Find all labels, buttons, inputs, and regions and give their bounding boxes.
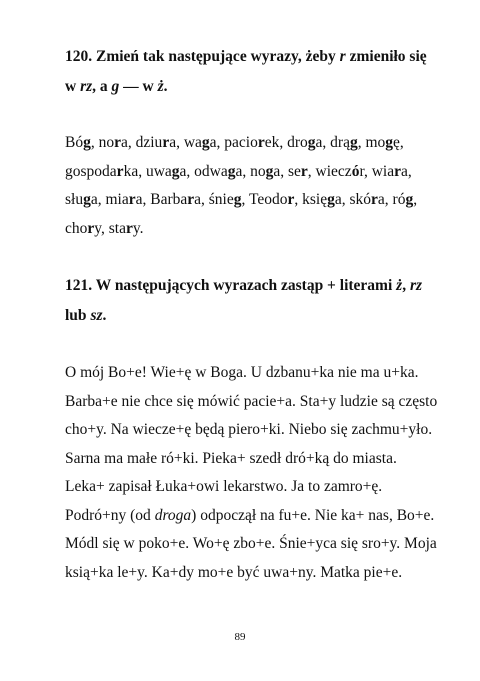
page-content	[65, 42, 440, 587]
word-fragment: r, wia	[359, 162, 395, 180]
exercise-120-word-list	[65, 129, 440, 243]
highlighted-letter: ó	[351, 162, 360, 180]
word-fragment: a, odwa	[179, 162, 228, 180]
highlighted-letter: g	[307, 134, 316, 151]
letter-zh: ż	[157, 78, 164, 95]
highlighted-letter: g	[201, 134, 210, 151]
highlighted-letter: g	[349, 134, 358, 151]
letter-zh: ż	[396, 277, 403, 294]
word-fragment: słu	[65, 191, 84, 208]
highlighted-letter: r	[126, 219, 133, 237]
highlighted-letter: r	[300, 162, 308, 180]
word-fragment: gospoda	[65, 162, 117, 180]
word-list-line	[65, 163, 412, 180]
word-fragment: ,	[413, 191, 418, 208]
word-fragment: a, ró	[377, 191, 406, 208]
word-fragment: y.	[132, 219, 144, 237]
highlighted-letter: g	[405, 191, 414, 208]
word-fragment: , Teodo	[241, 191, 288, 208]
exercise-120-heading-text-3: , a	[92, 78, 112, 95]
highlighted-letter: r	[394, 162, 401, 180]
letter-g: g	[111, 78, 120, 95]
exercise-120-heading-text-4: — w	[119, 78, 158, 95]
word-fragment: , mo	[357, 134, 386, 151]
exercise-120-heading	[65, 42, 440, 102]
word-fragment: a, no	[235, 162, 266, 180]
word-fragment: a,	[401, 162, 412, 180]
highlighted-letter: r	[187, 191, 195, 208]
exercise-121-heading-text-2: ,	[402, 277, 410, 294]
highlighted-letter: r	[116, 162, 124, 180]
highlighted-letter: g	[233, 191, 242, 208]
word-fragment: Bó	[65, 134, 84, 151]
highlighted-letter: g	[265, 162, 274, 180]
highlighted-letter: g	[227, 162, 236, 180]
letter-rz: rz	[80, 78, 93, 95]
exercise-121-heading-text-4: .	[102, 307, 107, 324]
word-fragment: cho	[65, 219, 88, 237]
exercise-121-heading	[65, 271, 440, 331]
word-fragment: a, Barba	[135, 191, 188, 208]
highlighted-letter: g	[385, 134, 394, 151]
exercise-121-heading-text-3: lub	[65, 307, 91, 324]
highlighted-letter: r	[128, 191, 136, 208]
letter-sz: sz	[90, 307, 103, 324]
word-fragment: y, sta	[94, 219, 126, 237]
exercise-121-text	[65, 359, 440, 587]
word-fragment: a, mia	[90, 191, 129, 208]
word-list-line	[65, 191, 417, 208]
exercise-120-heading-text-5: .	[163, 78, 168, 95]
word-list-line	[65, 220, 144, 237]
word-fragment: ek, dro	[264, 134, 308, 151]
highlighted-letter: r	[114, 134, 121, 151]
letter-r: r	[339, 48, 346, 65]
word-fragment: ka, uwa	[123, 162, 172, 180]
word-fragment: a, skó	[334, 191, 372, 208]
exercise-121-heading-text-1: 121. W następujących wyrazach zastąp + literami	[65, 277, 397, 294]
word-fragment: a, dziu	[120, 134, 163, 151]
letter-rz: rz	[409, 277, 423, 294]
highlighted-letter: g	[83, 134, 91, 151]
highlighted-letter: r	[162, 134, 170, 151]
highlighted-letter: r	[371, 191, 378, 208]
page-number: 89	[234, 631, 246, 643]
exercise-121-text-part-1: O mój Bo+e! Wie+ę w Boga. U dzbanu+ka nie ma u+ka. Barba+e nie chce się mówić pacie+a. Sta+y ludzie są często cho+y. Na wiecze+ę będą piero+ki. Niebo się zachmu+yło. Sarna ma małe ró+ki. Pieka+ szedł dró+ką do miasta. Leka+ zapisał Łuka+owi lekarstwo. Ja to zamro+ę. Podró+ny (od	[65, 364, 438, 524]
word-fragment: , księ	[294, 191, 328, 208]
highlighted-letter: r	[257, 134, 265, 151]
word-fragment: , wiecz	[307, 162, 352, 180]
highlighted-letter: g	[83, 191, 91, 208]
word-fragment: ę,	[393, 134, 404, 151]
exercise-121-text-part-2: ) odpoczął na fu+e. Nie ka+ nas, Bo+e. Módl się w poko+e. Wo+ę zbo+e. Śnie+yca się sro+y. Moja ksią+ka le+y. Ka+dy mo+e być uwa+ny. Matka pie+e.	[65, 506, 437, 581]
exercise-120-heading-text-1: 120. Zmień tak następujące wyrazy, żeby	[65, 48, 340, 65]
exercise-120-heading-text-2: zmieniło się w	[65, 48, 427, 95]
highlighted-letter: g	[327, 191, 335, 208]
highlighted-letter: g	[171, 162, 180, 180]
word-fragment: a, śnie	[194, 191, 234, 208]
word-fragment: a, wa	[169, 134, 202, 151]
highlighted-letter: r	[87, 219, 95, 237]
word-fragment: a, se	[273, 162, 301, 180]
italic-word-droga: droga	[154, 506, 192, 524]
word-list-line	[65, 134, 404, 151]
word-fragment: a, pacio	[209, 134, 258, 151]
word-fragment: , no	[90, 134, 115, 151]
highlighted-letter: r	[287, 191, 295, 208]
word-fragment: a, drą	[315, 134, 350, 151]
